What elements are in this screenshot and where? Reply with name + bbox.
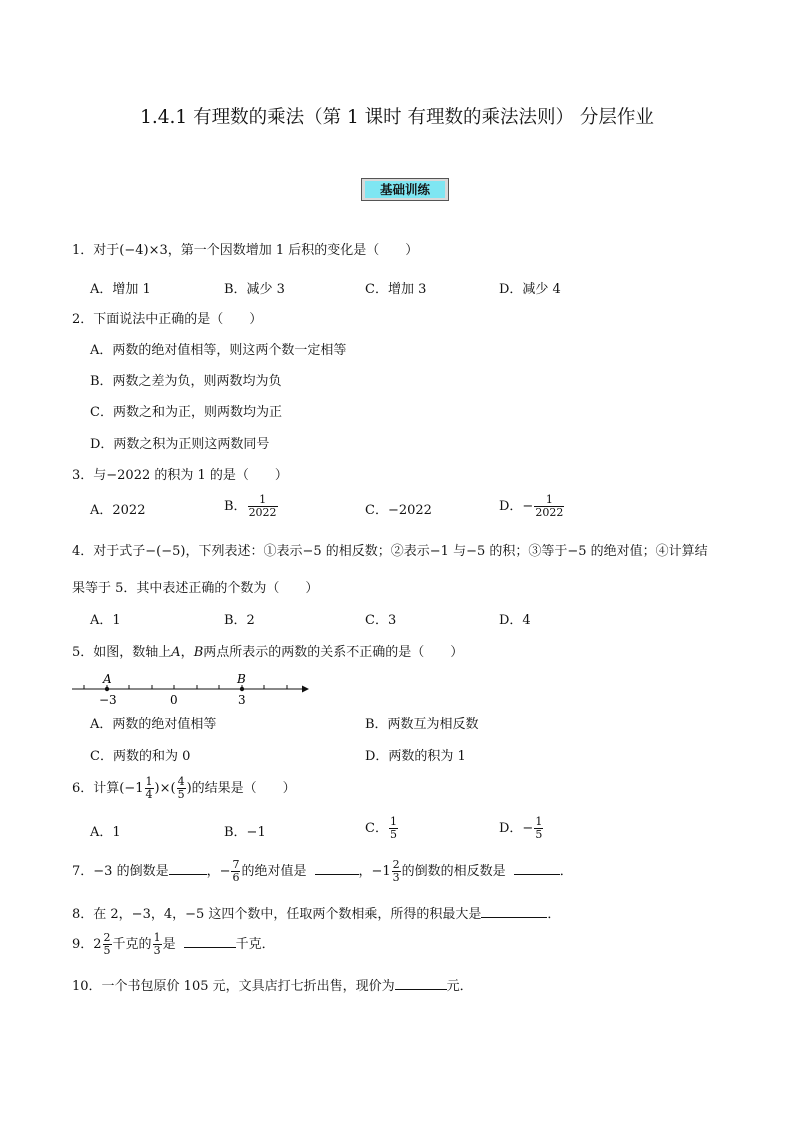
q1-stem: 1．对于(−4)×3，第一个因数增加 1 后积的变化是（ ） bbox=[72, 243, 419, 258]
number-line-arrow bbox=[302, 686, 309, 693]
q6-stem-prefix: 6．计算(−1 bbox=[72, 781, 144, 796]
axis-label-3: 3 bbox=[238, 693, 246, 707]
q7-part2: ，− bbox=[206, 864, 231, 879]
q5-option-d: D．两数的积为 1 bbox=[365, 749, 466, 764]
fraction-numerator: 7 bbox=[232, 858, 240, 871]
q3-option-a: A．2022 bbox=[90, 503, 146, 518]
q4-option-c: C．3 bbox=[365, 613, 397, 628]
q6-fraction-1 bbox=[145, 776, 154, 801]
q3-stem: 3．与−2022 的积为 1 的是（ ） bbox=[72, 468, 288, 483]
q6-fraction-2 bbox=[177, 776, 186, 801]
fraction-numerator: 1 bbox=[248, 494, 278, 507]
fraction-denominator: 2022 bbox=[248, 506, 277, 519]
q10-answer-blank[interactable] bbox=[395, 976, 447, 990]
q7-answer-blank-1[interactable] bbox=[169, 861, 207, 875]
q7-part3: 的绝对值是 bbox=[241, 864, 307, 879]
q4-stem-line2: 果等于 5．其中表述正确的个数为（ ） bbox=[72, 581, 319, 596]
q2-option-a: A．两数的绝对值相等，则这两个数一定相等 bbox=[90, 343, 347, 358]
q8-text: 8．在 2，−3，4，−5 这四个数中，任取两个数相乘，所得的积最大是 bbox=[72, 907, 482, 922]
axis-label-minus3: −3 bbox=[99, 693, 117, 707]
q6-option-b: B．−1 bbox=[224, 825, 266, 840]
q7-part5: 的倒数的相反数是 bbox=[401, 864, 506, 879]
section-label-box bbox=[361, 178, 449, 201]
q6-option-a: A．1 bbox=[90, 825, 121, 840]
q1-option-a: A．增加 1 bbox=[90, 282, 151, 297]
q7-answer-blank-3[interactable] bbox=[514, 861, 560, 875]
q9-end: 千克． bbox=[235, 937, 275, 952]
fraction-denominator: 5 bbox=[535, 828, 543, 841]
fraction-denominator: 5 bbox=[103, 944, 111, 957]
q6-option-c-fraction bbox=[389, 816, 398, 841]
q3-option-d-fraction bbox=[534, 494, 564, 519]
q5-stem-prefix: 5．如图，数轴上 bbox=[72, 645, 172, 660]
q9-mid2: 是 bbox=[162, 937, 176, 952]
q4-stem-line1: 4．对于式子−(−5)，下列表述：①表示−5 的相反数；②表示−1 与−5 的积；③等于−5 的绝对值；④计算结 bbox=[72, 544, 708, 559]
q7-part1: 7．−3 的倒数是 bbox=[72, 864, 169, 879]
q6-stem-mid: )×( bbox=[154, 781, 176, 796]
fraction-numerator: 1 bbox=[535, 815, 543, 828]
q7-stem bbox=[72, 859, 573, 884]
q6-stem bbox=[72, 776, 296, 801]
q2-stem: 2．下面说法中正确的是（ ） bbox=[72, 312, 263, 327]
q7-fraction-1 bbox=[231, 859, 240, 884]
q10-end: 元． bbox=[446, 979, 473, 994]
fraction-denominator: 5 bbox=[177, 788, 185, 801]
q5-stem-suffix: 两点所表示的两数的关系不正确的是（ ） bbox=[203, 645, 464, 660]
q6-option-d bbox=[499, 816, 544, 841]
fraction-numerator: 2 bbox=[103, 931, 111, 944]
q8-answer-blank[interactable] bbox=[481, 904, 547, 918]
q6-option-d-fraction bbox=[534, 816, 543, 841]
q9-fraction-2 bbox=[153, 932, 162, 957]
fraction-numerator: 4 bbox=[177, 775, 185, 788]
q9-answer-blank[interactable] bbox=[184, 934, 236, 948]
fraction-numerator: 1 bbox=[534, 494, 564, 507]
q7-fraction-2 bbox=[392, 859, 401, 884]
q7-part4: ，−1 bbox=[358, 864, 391, 879]
axis-label-point-b: B bbox=[237, 672, 246, 686]
q6-option-c bbox=[365, 816, 399, 841]
q5-option-a: A．两数的绝对值相等 bbox=[90, 717, 217, 732]
fraction-numerator: 1 bbox=[153, 931, 161, 944]
q3-option-c: C．−2022 bbox=[365, 503, 432, 518]
q2-option-d: D．两数之积为正则这两数同号 bbox=[90, 437, 270, 452]
q6-stem-suffix: )的结果是（ ） bbox=[186, 781, 296, 796]
q2-option-c: C．两数之和为正，则两数均为正 bbox=[90, 405, 282, 420]
q10-stem bbox=[72, 976, 473, 996]
q9-prefix: 9．2 bbox=[72, 937, 102, 952]
q9-fraction-1 bbox=[103, 932, 112, 957]
q9-mid: 千克的 bbox=[112, 937, 152, 952]
q3-option-d-label: D．− bbox=[499, 499, 534, 514]
q8-end: ． bbox=[547, 907, 561, 922]
axis-label-zero: 0 bbox=[170, 693, 178, 707]
q5-option-b: B．两数互为相反数 bbox=[365, 717, 479, 732]
q7-answer-blank-2[interactable] bbox=[315, 861, 359, 875]
q10-text: 10．一个书包原价 105 元，文具店打七折出售，现价为 bbox=[72, 979, 395, 994]
fraction-numerator: 1 bbox=[145, 775, 153, 788]
q4-option-d: D．4 bbox=[499, 613, 531, 628]
q5-point-b: B bbox=[193, 645, 204, 660]
q8-stem bbox=[72, 904, 560, 924]
q3-option-b-label: B． bbox=[224, 499, 247, 514]
section-label: 基础训练 bbox=[365, 181, 445, 198]
q5-option-c: C．两数的和为 0 bbox=[90, 749, 191, 764]
q2-option-b: B．两数之差为负，则两数均为负 bbox=[90, 374, 282, 389]
q1-option-d: D．减少 4 bbox=[499, 282, 561, 297]
q3-option-b bbox=[224, 494, 279, 519]
q6-option-d-label: D．− bbox=[499, 821, 534, 836]
fraction-denominator: 6 bbox=[232, 871, 240, 884]
point-b-dot bbox=[240, 687, 244, 691]
q9-stem bbox=[72, 932, 275, 957]
q6-option-c-label: C． bbox=[365, 821, 388, 836]
fraction-numerator: 1 bbox=[389, 815, 397, 828]
q1-option-b: B．减少 3 bbox=[224, 282, 285, 297]
fraction-denominator: 4 bbox=[145, 788, 153, 801]
q4-option-a: A．1 bbox=[90, 613, 121, 628]
q3-option-d bbox=[499, 494, 565, 519]
page-title: 1.4.1 有理数的乘法（第 1 课时 有理数的乘法法则） 分层作业 bbox=[140, 107, 654, 128]
q4-option-b: B．2 bbox=[224, 613, 255, 628]
point-a-dot bbox=[105, 687, 109, 691]
fraction-denominator: 3 bbox=[392, 871, 400, 884]
number-line-figure bbox=[70, 670, 310, 710]
fraction-denominator: 3 bbox=[153, 944, 161, 957]
q3-option-b-fraction bbox=[248, 494, 278, 519]
q5-stem bbox=[72, 644, 463, 662]
q5-point-a: A bbox=[171, 645, 181, 660]
q5-comma: ， bbox=[180, 645, 194, 660]
fraction-denominator: 2022 bbox=[535, 506, 564, 519]
axis-label-point-a: A bbox=[103, 672, 112, 686]
q1-option-c: C．增加 3 bbox=[365, 282, 427, 297]
fraction-numerator: 2 bbox=[392, 858, 400, 871]
fraction-denominator: 5 bbox=[389, 828, 397, 841]
q7-end: ． bbox=[559, 864, 573, 879]
